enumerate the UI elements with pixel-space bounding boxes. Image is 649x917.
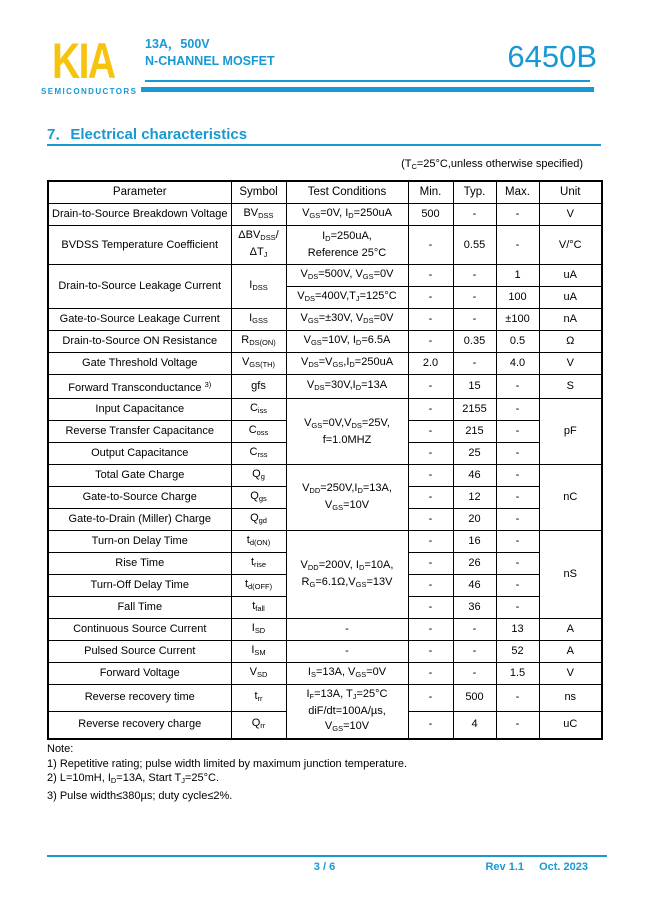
revision-date: Oct. 2023 [539,861,588,873]
table-cell: uC [539,711,602,739]
table-cell: - [408,421,453,443]
table-cell: - [408,309,453,331]
header-rule-thin [145,80,590,82]
table-cell: - [408,663,453,685]
table-cell: nC [539,465,602,531]
table-cell: - [408,509,453,531]
table-row [48,353,602,375]
table-row [48,265,602,287]
footer-rule [47,855,607,857]
revision-info [485,861,588,873]
table-cell: - [408,553,453,575]
table-cell: 0.35 [453,331,496,353]
table-cell: $V_{DD}=200V$, $I_D=10A$, $R_G=6.1\Omega,V_{GS}=13V$ [286,531,408,619]
table-cell: Pulsed Source Current [48,641,231,663]
table-cell: 100 [496,287,539,309]
column-header-typ: Typ. [453,181,496,204]
table-cell: Drain-to-Source Leakage Current [48,265,231,309]
table-cell: - [496,443,539,465]
table-cell: ns [539,685,602,712]
table-cell: Rise Time [48,553,231,575]
table-cell: - [408,619,453,641]
table-cell: $V_{GS}=10V$, $I_D=6.5A$ [286,331,408,353]
table-cell: 4 [453,711,496,739]
note-line-1: 1) Repetitive rating; pulse width limited by maximum junction temperature. [47,757,408,770]
table-cell: 26 [453,553,496,575]
table-cell: - [408,597,453,619]
table-cell: $R_{DS(ON)}$ [231,331,286,353]
table-cell: Forward Voltage [48,663,231,685]
table-cell: - [408,287,453,309]
table-cell: Reverse Transfer Capacitance [48,421,231,443]
table-header-row [48,181,602,204]
table-cell: $V_{DS}=30V,I_D=13A$ [286,375,408,399]
table-cell: 4.0 [496,353,539,375]
table-cell: Drain-to-Source Breakdown Voltage [48,204,231,226]
table-cell: $t_{rise}$ [231,553,286,575]
table-body [48,204,602,740]
table-cell: - [496,711,539,739]
table-cell: 2.0 [408,353,453,375]
table-row [48,331,602,353]
table-cell: 46 [453,465,496,487]
table-cell: - [408,226,453,265]
table-cell: $V_{SD}$ [231,663,286,685]
table-cell: - [408,711,453,739]
table-cell: nS [539,531,602,619]
table-cell: BVDSS Temperature Coefficient [48,226,231,265]
table-cell: 36 [453,597,496,619]
table-row [48,531,602,553]
table-cell: - [496,685,539,712]
table-cell: uA [539,265,602,287]
table-cell: - [496,597,539,619]
header-rule-thick [141,87,594,92]
table-cell: $Q_{rr}$ [231,711,286,739]
table-row [48,309,602,331]
table-cell: - [496,204,539,226]
section-title-rule [47,144,601,146]
table-cell: $C_{rss}$ [231,443,286,465]
table-cell: 215 [453,421,496,443]
section-title: 7．Electrical characteristics [47,126,248,143]
table-cell: 46 [453,575,496,597]
table-cell: nA [539,309,602,331]
table-cell: - [408,399,453,421]
table-cell: - [408,487,453,509]
table-cell: Output Capacitance [48,443,231,465]
table-cell: Fall Time [48,597,231,619]
table-cell: Gate-to-Source Leakage Current [48,309,231,331]
table-cell: 1.5 [496,663,539,685]
table-row [48,663,602,685]
column-header-unit: Unit [539,181,602,204]
note-line-2: 2) L=10mH, $I_D=13A$, Start $T_J=25^\circ C$. [47,772,220,785]
table-row [48,685,602,712]
table-cell: ±100 [496,309,539,331]
table-cell: 16 [453,531,496,553]
table-cell: V [539,204,602,226]
table-cell: - [453,353,496,375]
table-cell: $V_{DD}=250V,I_D=13A$, $V_{GS}=10V$ [286,465,408,531]
table-cell: $V_{DS}=500V$, $V_{GS}=0V$ [286,265,408,287]
table-cell: Total Gate Charge [48,465,231,487]
table-row [48,375,602,399]
table-cell: $t_{d(ON)}$ [231,531,286,553]
table-cell: $C_{oss}$ [231,421,286,443]
table-cell: - [408,465,453,487]
table-row [48,399,602,421]
table-cell: 1 [496,265,539,287]
table-cell: Reverse recovery charge [48,711,231,739]
table-cell: $Q_{gd}$ [231,509,286,531]
table-cell: - [496,531,539,553]
table-cell: - [408,575,453,597]
table-cell: pF [539,399,602,465]
part-summary [145,36,275,70]
table-cell: Drain-to-Source ON Resistance [48,331,231,353]
table-cell: - [408,685,453,712]
part-rating: 13A，500V [145,37,210,51]
page-number: 3 / 6 [313,861,336,873]
table-cell: - [496,509,539,531]
table-cell: $t_{rr}$ [231,685,286,712]
table-cell: 52 [496,641,539,663]
table-cell: $I_F=13A$, $T_J=25^\circ C$ diF/dt=100A/µs, $V_{GS}=10V$ [286,685,408,740]
notes [47,742,601,803]
note-line-3: 3) Pulse width≤380µs; duty cycle≤2%. [47,789,233,802]
column-header-symbol: Symbol [231,181,286,204]
table-row [48,204,602,226]
table-cell: A [539,619,602,641]
table-cell: - [496,575,539,597]
table-cell: $t_{fall}$ [231,597,286,619]
characteristics-table [47,180,603,740]
table-cell: - [496,375,539,399]
table-cell: $V_{GS}=0V,V_{DS}=25V$, f=1.0MHZ [286,399,408,465]
column-header-test-conditions: Test Conditions [286,181,408,204]
table-cell: - [496,465,539,487]
table-cell: 25 [453,443,496,465]
table-row [48,619,602,641]
brand-logo-subtitle: SEMICONDUCTORS [41,87,138,96]
table-cell: - [408,641,453,663]
condition-note: ($T_C=25^\circ C,unless$ otherwise specified) [401,158,583,171]
table-cell: 0.5 [496,331,539,353]
table-cell: V [539,353,602,375]
revision: Rev 1.1 [485,861,525,873]
table-cell: Ω [539,331,602,353]
table-cell: - [496,226,539,265]
table-cell: $I_S=13A$, $V_{GS}=0V$ [286,663,408,685]
table-cell: - [408,331,453,353]
table-cell: $t_{d(OFF)}$ [231,575,286,597]
table-cell: gfs [231,375,286,399]
table-cell: 12 [453,487,496,509]
table-cell: Forward Transconductance $^{3)}$ [48,375,231,399]
table-row [48,641,602,663]
table-cell: 2155 [453,399,496,421]
table-cell: V/°C [539,226,602,265]
table-cell: $BV_{DSS}$ [231,204,286,226]
table-cell: 500 [453,685,496,712]
table-cell: - [453,619,496,641]
table-cell: $I_{GSS}$ [231,309,286,331]
table-cell: - [453,663,496,685]
table-cell: $Q_{gs}$ [231,487,286,509]
table-cell: - [453,641,496,663]
content-area [47,180,601,803]
table-cell: 500 [408,204,453,226]
table-cell: Turn-Off Delay Time [48,575,231,597]
brand-logo: KIA [52,33,115,89]
table-cell: uA [539,287,602,309]
table-cell: A [539,641,602,663]
table-cell: $I_{SM}$ [231,641,286,663]
table-cell: $V_{GS}=0V$, $I_D=250uA$ [286,204,408,226]
table-cell: $V_{DS}=V_{GS},I_D=250uA$ [286,353,408,375]
column-header-parameter: Parameter [48,181,231,204]
table-cell: $V_{DS}=400V,T_J=125^\circ C$ [286,287,408,309]
table-cell: Turn-on Delay Time [48,531,231,553]
table-cell: $C_{iss}$ [231,399,286,421]
table-cell: Input Capacitance [48,399,231,421]
table-cell: 0.55 [453,226,496,265]
table-cell: $V_{GS}=\pm 30V$, $V_{DS}=0V$ [286,309,408,331]
table-cell: - [408,443,453,465]
table-cell: - [286,619,408,641]
table-cell: - [453,204,496,226]
table-cell: Continuous Source Current [48,619,231,641]
table-cell: Gate-to-Drain (Miller) Charge [48,509,231,531]
table-cell: Gate-to-Source Charge [48,487,231,509]
device-type: N-CHANNEL MOSFET [145,54,275,68]
note-label: Note: [47,743,74,755]
table-cell: - [408,265,453,287]
table-cell: - [496,399,539,421]
table-cell: S [539,375,602,399]
column-header-min: Min. [408,181,453,204]
table-cell: - [408,531,453,553]
table-cell: Reverse recovery time [48,685,231,712]
table-cell: $I_{SD}$ [231,619,286,641]
table-cell: $Q_g$ [231,465,286,487]
table-cell: 13 [496,619,539,641]
table-cell: - [496,553,539,575]
column-header-max: Max. [496,181,539,204]
part-number: 6450B [507,39,597,74]
table-cell: $\Delta BV_{DSS}/$ $\Delta T_J$ [231,226,286,265]
table-cell: V [539,663,602,685]
table-cell: 20 [453,509,496,531]
table-cell: - [453,309,496,331]
table-cell: 15 [453,375,496,399]
table-cell: $V_{GS(TH)}$ [231,353,286,375]
table-cell: - [286,641,408,663]
table-cell: - [496,487,539,509]
table-cell: $I_D=250uA$, Reference 25°C [286,226,408,265]
table-row [48,226,602,265]
table-cell: - [496,421,539,443]
table-cell: - [453,287,496,309]
table-cell: - [408,375,453,399]
table-row [48,465,602,487]
table-cell: - [453,265,496,287]
table-cell: $I_{DSS}$ [231,265,286,309]
table-cell: Gate Threshold Voltage [48,353,231,375]
